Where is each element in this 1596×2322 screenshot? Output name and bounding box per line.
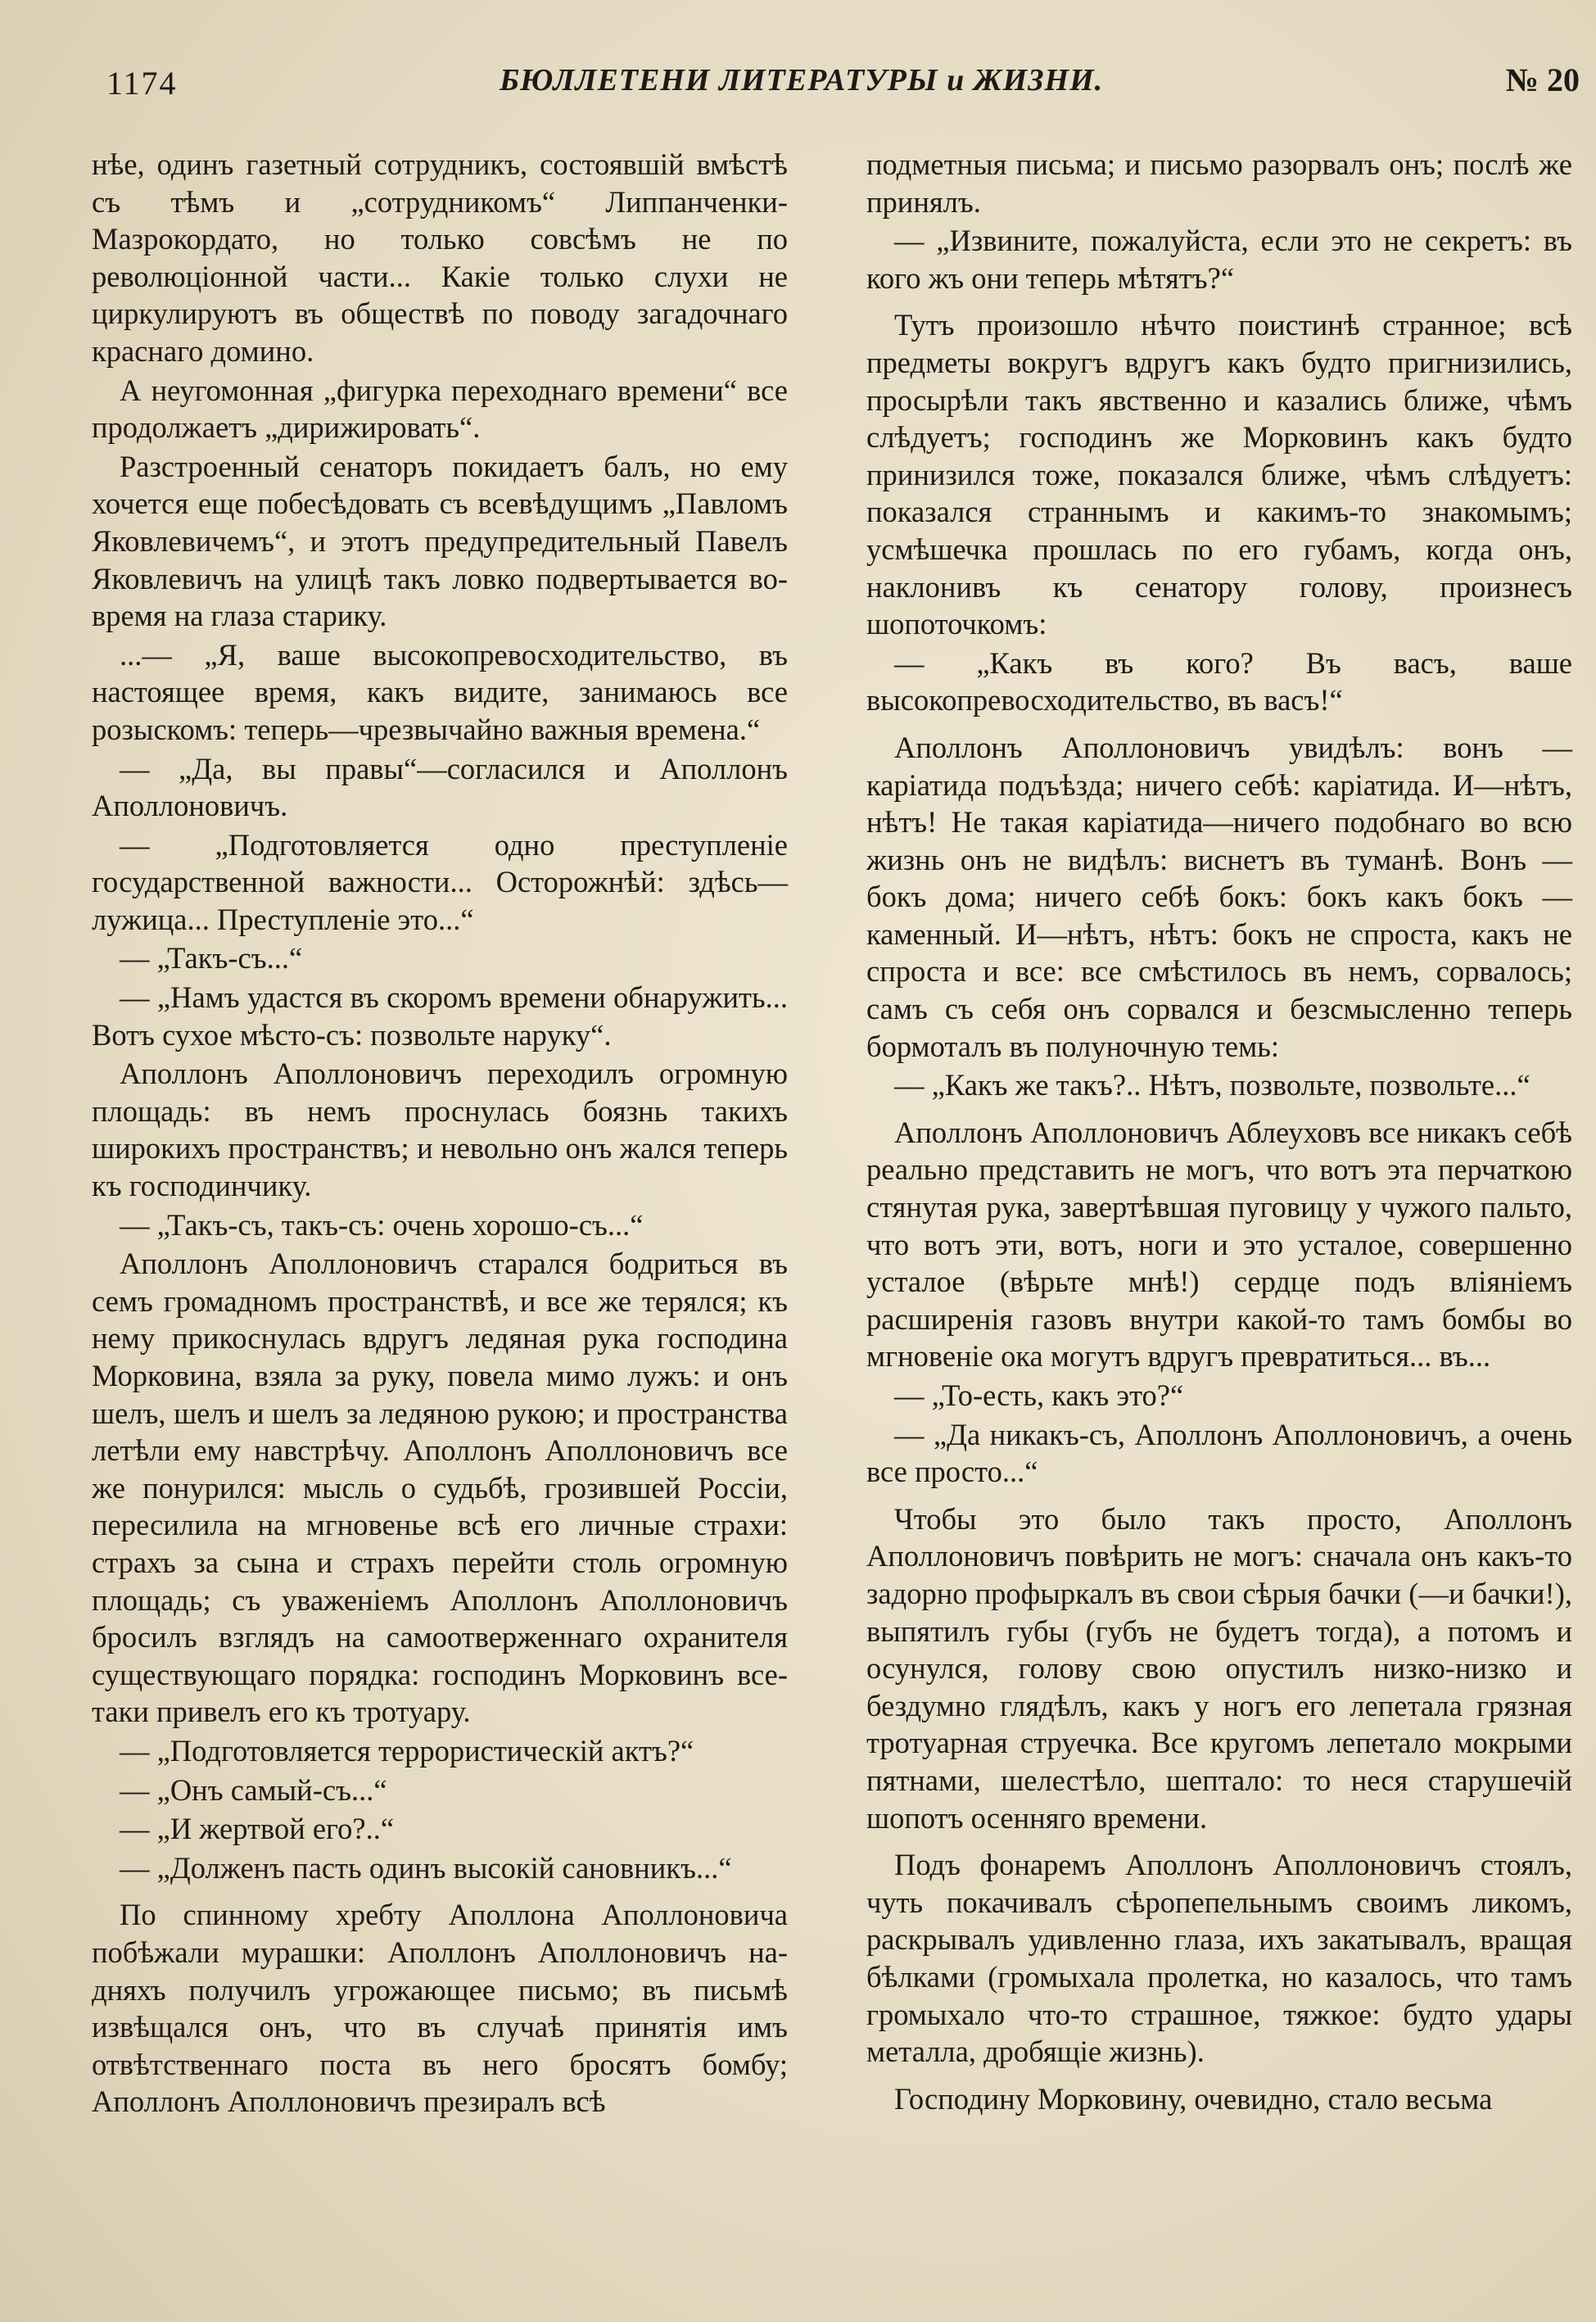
paragraph: Чтобы это было такъ просто, Аполлонъ Аполлоновичъ повѣрить не могъ: сначала онъ какъ-то задорно профыркалъ въ свои сѣрыя бачки (—и бачки!), выпятилъ губы (губъ не будетъ тогда), а потомъ и осунулся, голову свою опустилъ низко-низко и бездумно глядѣлъ, какъ у ногъ его лепетала грязная тротуарная струечка. Все кругомъ лепетало мокрыми пятнами, шелестѣло, шептало: то неся старушечій шопотъ осенняго времени. <box>866 1501 1572 1835</box>
dialogue-line: — „Намъ удастся въ скоромъ времени обнаружить... Вотъ сухое мѣсто-съ: позвольте наруку“. <box>92 980 788 1052</box>
dialogue-line: — „Подготовляется террористическій актъ?“ <box>120 1733 694 1768</box>
dialogue-line: — „Да, вы правы“—согласился и Аполлонъ Аполлоновичъ. <box>92 751 788 823</box>
dialogue-line: — „Извините, пожалуйста, если это не секретъ: въ кого жъ они теперь мѣтятъ?“ <box>866 224 1572 295</box>
dialogue-line: — „Какъ въ кого? Въ васъ, ваше высокопревосходительство, въ васъ!“ <box>866 645 1572 717</box>
page-header <box>106 56 1580 113</box>
dialogue-line: — „Такъ-съ...“ <box>120 941 303 975</box>
paragraph: Аполлонъ Аполлоновичъ увидѣлъ: вонъ — каріатида подъѣзда; ничего себѣ: каріатида. И—нѣтъ, нѣтъ! Не такая каріатида—ничего подобнаго во всю жизнь онъ не видѣлъ: виснетъ въ туманѣ. Вонъ — бокъ дома; ничего себѣ бокъ: бокъ какъ бокъ — каменный. И—нѣтъ, нѣтъ: бокъ не спроста, какъ не спроста и все: все смѣстилось въ немъ, сорвалось; самъ съ себя онъ сорвался и безсмысленно теперь бормоталъ въ полуночную темь: <box>866 730 1572 1063</box>
paragraph: Аполлонъ Аполлоновичъ старался бодриться въ семъ громадномъ пространствѣ, и все же терялся; къ нему прикоснулась вдругъ ледяная рука господина Морковина, взяла за руку, повела мимо лужъ: и онъ шелъ, шелъ и шелъ за ледяною рукою; и пространства летѣли ему навстрѣчу. Аполлонъ Аполлоновичъ все же понурился: мысль о судьбѣ, грозившей Россіи, пересилила на мгновенье всѣ его личные страхи: страхъ за сына и страхъ перейти столь огромную площадь; съ уваженіемъ Аполлонъ Аполлоновичъ бросилъ взглядъ на самоотверженнаго охранителя существующаго порядка: господинъ Морковинъ все-таки привелъ его къ тротуару. <box>92 1247 788 1729</box>
dialogue-line: ...— „Я, ваше высокопревосходительство, въ настоящее время, какъ видите, занимаюсь все розыскомъ: теперь—чрезвычайно важныя времена.“ <box>92 637 788 746</box>
paragraph: По спинному хребту Аполлона Аполлоновича побѣжали мурашки: Аполлонъ Аполлоновичъ на-дняхъ получилъ угрожающее письмо; въ письмѣ извѣщался онъ, что въ случаѣ принятія имъ отвѣтственнаго поста въ него бросятъ бомбу; Аполлонъ Аполлоновичъ презиралъ всѣ <box>92 1898 788 2119</box>
paragraph: подметныя письма; и письмо разорвалъ онъ; послѣ же принялъ. <box>866 147 1572 219</box>
paragraph: Аполлонъ Аполлоновичъ Аблеуховъ все никакъ себѣ реально представить не могъ, что вотъ эта перчаткою стянутая рука, завертѣвшая пуговицу у чужого пальто, что вотъ эти, вотъ, ноги и это усталое, совершенно усталое (вѣрьте мнѣ!) сердце подъ вліяніемъ расширенія газовъ внутри какой-то тамъ бомбы во мгновеніе ока могутъ вдругъ превратиться... въ... <box>866 1115 1572 1374</box>
dialogue-line: — „Подготовляется одно преступленіе государственной важности... Осторожнѣй: здѣсь—лужица... Преступленіе это...“ <box>92 827 788 936</box>
paragraph: нѣе, одинъ газетный сотрудникъ, состоявшій вмѣстѣ съ тѣмъ и „сотрудникомъ“ Липпанченки-Мазрокордато, но только совсѣмъ не по революціонной части... Какіе только слухи не циркулируютъ въ обществѣ по поводу загадочнаго краснаго домино. <box>92 147 788 368</box>
paragraph: А неугомонная „фигурка переходнаго времени“ все продолжаетъ „дирижировать“. <box>92 373 788 445</box>
right-column <box>866 146 1572 2117</box>
paragraph: Господину Морковину, очевидно, стало весьма <box>894 2081 1493 2116</box>
paragraph: Подъ фонаремъ Аполлонъ Аполлоновичъ стоялъ, чуть покачивалъ сѣропепельнымъ своимъ ликомъ, раскрывалъ удивленно глаза, ихъ закатывалъ, вращая бѣлками (громыхала пролетка, но казалось, что тамъ громыхало что-то страшное, тяжкое: будто удары металла, дробящіе жизнь). <box>866 1848 1572 2069</box>
issue-number: № 20 <box>1505 61 1580 98</box>
paragraph: Тутъ произошло нѣчто поистинѣ странное; всѣ предметы вокругъ вдругъ какъ будто пригнизились, просырѣли такъ явственно и казались ближе, чѣмъ слѣдуетъ; господинъ же Морковинъ какъ будто принизился тоже, показался ближе, чѣмъ слѣдуетъ: показался страннымъ и какимъ-то знакомымъ; усмѣшечка прошлась по его губамъ, когда онъ, наклонивъ къ сенатору голову, произнесъ шопоточкомъ: <box>866 308 1572 641</box>
dialogue-line: — „И жертвой его?..“ <box>120 1812 395 1846</box>
page-number: 1174 <box>106 65 178 102</box>
paragraph: Аполлонъ Аполлоновичъ переходилъ огромную площадь: въ немъ проснулась боязнь такихъ широкихъ пространствъ; и невольно онъ жался теперь къ господинчику. <box>92 1057 788 1203</box>
left-column <box>92 146 788 2121</box>
dialogue-line: — „Онъ самый-съ...“ <box>120 1772 387 1807</box>
dialogue-line: — „Долженъ пасть одинъ высокій сановникъ...“ <box>120 1850 732 1885</box>
running-title: БЮЛЛЕТЕНИ ЛИТЕРАТУРЫ и ЖИЗНИ. <box>500 63 1104 97</box>
paragraph: Разстроенный сенаторъ покидаетъ балъ, но ему хочется еще побесѣдовать съ всевѣдущимъ „Павломъ Яковлевичемъ“, и этотъ предупредительный Павелъ Яковлевичъ на улицѣ такъ ловко подвертывается во-время на глаза старику. <box>92 449 788 633</box>
dialogue-line: — „Да никакъ-съ, Аполлонъ Аполлоновичъ, а очень все просто...“ <box>866 1417 1572 1489</box>
dialogue-line: — „То-есть, какъ это?“ <box>894 1378 1184 1412</box>
dialogue-line: — „Какъ же такъ?.. Нѣтъ, позвольте, позвольте...“ <box>894 1068 1530 1102</box>
dialogue-line: — „Такъ-съ, такъ-съ: очень хорошо-съ...“ <box>120 1207 644 1242</box>
